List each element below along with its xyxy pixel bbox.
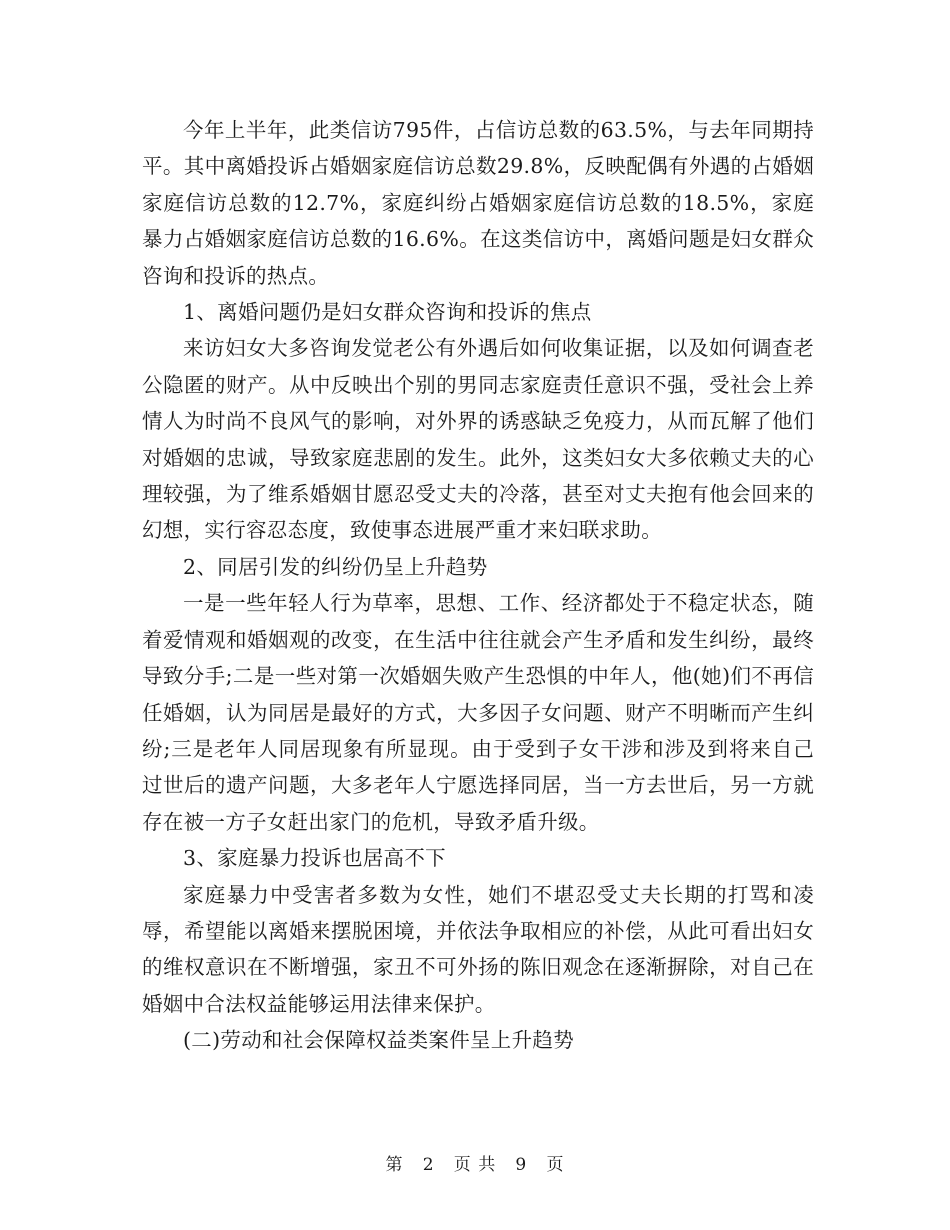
paragraph-cohabitation-details: 一是一些年轻人行为草率，思想、工作、经济都处于不稳定状态，随着爱情观和婚姻观的改变，在生活中往往就会产生矛盾和发生纠纷，最终导致分手;二是一些对第一次婚姻失败产生恐惧的中年人，他(她)们不再信任婚姻，认为同居是最好的方式，大多因子女问题、财产不明晰而产生纠纷;三是老年人同居现象有所显现。由于受到子女干涉和涉及到将来自己过世后的遗产问题，大多老年人宁愿选择同居，当一方去世后，另一方就存在被一方子女赶出家门的危机，导致矛盾升级。 bbox=[142, 591, 814, 834]
heading-labor-rights: (二)劳动和社会保障权益类案件呈上升趋势 bbox=[183, 1028, 574, 1053]
footer-suffix: 页 bbox=[546, 1155, 565, 1175]
heading-domestic-violence: 3、家庭暴力投诉也居高不下 bbox=[183, 846, 446, 871]
footer-total-pages: 9 bbox=[515, 1155, 528, 1175]
page-footer bbox=[0, 1155, 950, 1175]
paragraph-divorce-details: 来访妇女大多咨询发觉老公有外遇后如何收集证据，以及如何调查老公隐匿的财产。从中反映出个别的男同志家庭责任意识不强，受社会上养情人为时尚不良风气的影响，对外界的诱惑缺乏免疫力，从而瓦解了他们对婚姻的忠诚，导致家庭悲剧的发生。此外，这类妇女大多依赖丈夫的心理较强，为了维系婚姻甘愿忍受丈夫的冷落，甚至对丈夫抱有他会回来的幻想，实行容忍态度，致使事态进展严重才来妇联求助。 bbox=[142, 336, 814, 543]
paragraph-marriage-stats: 今年上半年，此类信访795件，占信访总数的63.5%，与去年同期持平。其中离婚投诉占婚姻家庭信访总数29.8%，反映配偶有外遇的占婚姻家庭信访总数的12.7%，家庭纠纷占婚姻家庭信访总数的18.5%，家庭暴力占婚姻家庭信访总数的16.6%。在这类信访中，离婚问题是妇女群众咨询和投诉的热点。 bbox=[142, 118, 814, 288]
paragraph-domestic-violence-details: 家庭暴力中受害者多数为女性，她们不堪忍受丈夫长期的打骂和凌辱，希望能以离婚来摆脱困境，并依法争取相应的补偿，从此可看出妇女的维权意识在不断增强，家丑不可外扬的陈旧观念在逐渐摒除，对自己在婚姻中合法权益能够运用法律来保护。 bbox=[142, 882, 814, 1016]
footer-prefix: 第 bbox=[385, 1155, 404, 1175]
footer-current-page: 2 bbox=[422, 1155, 435, 1175]
footer-middle: 页 共 bbox=[453, 1155, 497, 1175]
document-body bbox=[142, 112, 814, 1059]
heading-cohabitation-disputes: 2、同居引发的纠纷仍呈上升趋势 bbox=[183, 554, 488, 579]
heading-divorce-focus: 1、离婚问题仍是妇女群众咨询和投诉的焦点 bbox=[183, 300, 592, 325]
